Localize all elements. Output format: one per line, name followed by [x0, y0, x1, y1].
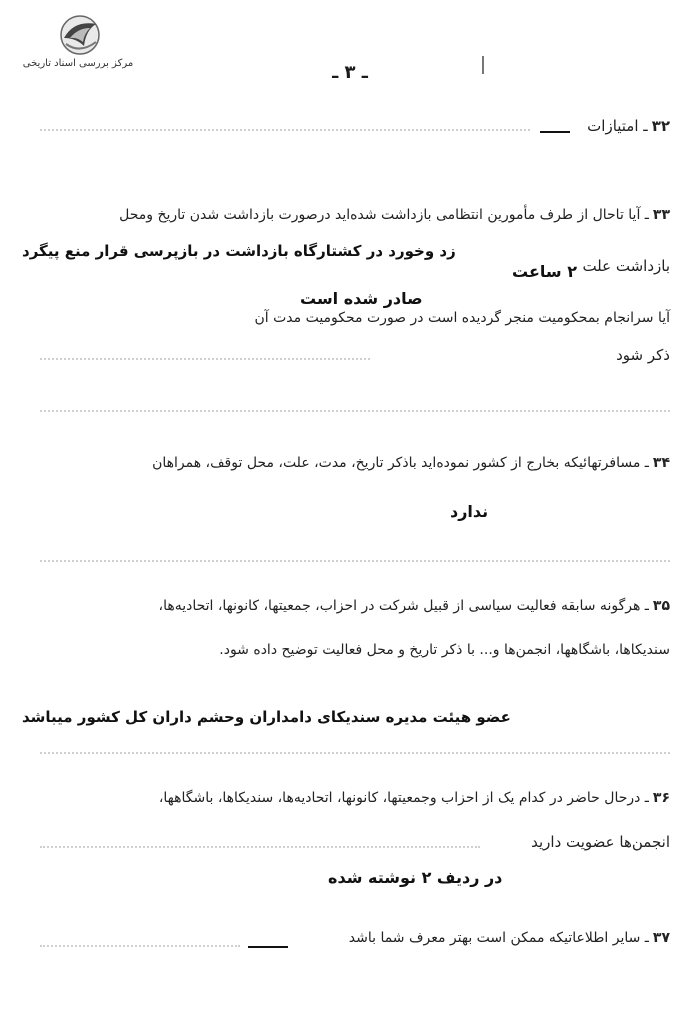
question-33-line-1 — [119, 207, 670, 223]
question-text: ـ سایر اطلاعاتیکه ممکن است بهتر معرف شما باشد — [348, 930, 649, 946]
question-text: ذکر شود — [616, 346, 670, 364]
archive-logo — [18, 14, 138, 76]
question-text: ـ آیا تاحال از طرف مأمورین انتظامی بازداشت شده‌اید درصورت بازداشت شدن تاریخ ومحل — [119, 207, 649, 223]
question-33-line-3 — [254, 310, 670, 326]
dotted-line — [40, 752, 670, 754]
question-35-line-2 — [219, 642, 670, 658]
page-number: ـ ۳ ـ — [332, 62, 368, 83]
handwritten-answer-33-reason: زد وخورد در کشتارگاه بازداشت در بازپرسی قرار منع پیگرد — [22, 242, 456, 260]
page-mark — [482, 56, 484, 74]
dotted-line — [40, 410, 670, 412]
question-36-line-2 — [531, 833, 670, 851]
question-number: ۳۴ — [652, 455, 670, 471]
question-text: سندیکاها، باشگاهها، انجمن‌ها و... با ذکر تاریخ و محل فعالیت توضیح داده شود. — [219, 642, 670, 658]
question-text: ـ هرگونه سابقه فعالیت سیاسی از قبیل شرکت در احزاب، جمعیتها، کانونها، اتحادیه‌ها، — [158, 598, 649, 614]
handwritten-answer-35: عضو هیئت مدیره سندیکای دامداران وحشم داران کل کشور میباشد — [22, 708, 511, 726]
underline-mark — [248, 946, 288, 948]
question-text: ـ درحال حاضر در کدام یک از احزاب وجمعیتها، کانونها، اتحادیه‌ها، سندیکاها، باشگاهها، — [158, 790, 649, 806]
handwritten-answer-33-verdict: صادر شده است — [300, 289, 423, 308]
question-text: انجمن‌ها عضویت دارید — [531, 833, 670, 851]
dotted-line — [40, 129, 530, 131]
dotted-line — [40, 358, 370, 360]
question-number: ۳۷ — [652, 930, 670, 946]
question-text: آیا سرانجام بمحکومیت منجر گردیده است در صورت محکومیت مدت آن — [254, 310, 670, 326]
archive-emblem-icon — [56, 14, 104, 56]
question-33-line-4 — [616, 346, 670, 364]
logo-text: مرکز بررسی اسناد تاریخی — [22, 58, 134, 69]
question-number: ۳۵ — [652, 598, 670, 614]
question-number: ۳۶ — [652, 790, 670, 806]
underline-mark — [540, 131, 570, 133]
handwritten-answer-36: در ردیف ۲ نوشته شده — [328, 868, 503, 887]
question-34-line-1 — [152, 455, 670, 471]
question-number: ۳۲ — [651, 117, 670, 135]
question-35-line-1 — [159, 598, 670, 614]
question-37-line-1 — [349, 930, 670, 946]
dotted-line — [40, 846, 480, 848]
handwritten-answer-33-hours: ۲ ساعت — [512, 262, 577, 281]
dotted-line — [40, 560, 670, 562]
question-text: ـ مسافرتهائیکه بخارج از کشور نموده‌اید باذکر تاریخ، مدت، علت، محل توقف، همراهان — [152, 455, 649, 471]
question-number: ۳۳ — [652, 207, 670, 223]
question-text: بازداشت علت — [582, 257, 670, 275]
question-33-line-2 — [582, 257, 670, 275]
question-36-line-1 — [159, 790, 670, 806]
handwritten-answer-34: ندارد — [450, 502, 489, 521]
question-32-line — [587, 117, 670, 135]
question-text: ـ امتیازات — [587, 117, 648, 135]
dotted-line — [40, 945, 240, 947]
